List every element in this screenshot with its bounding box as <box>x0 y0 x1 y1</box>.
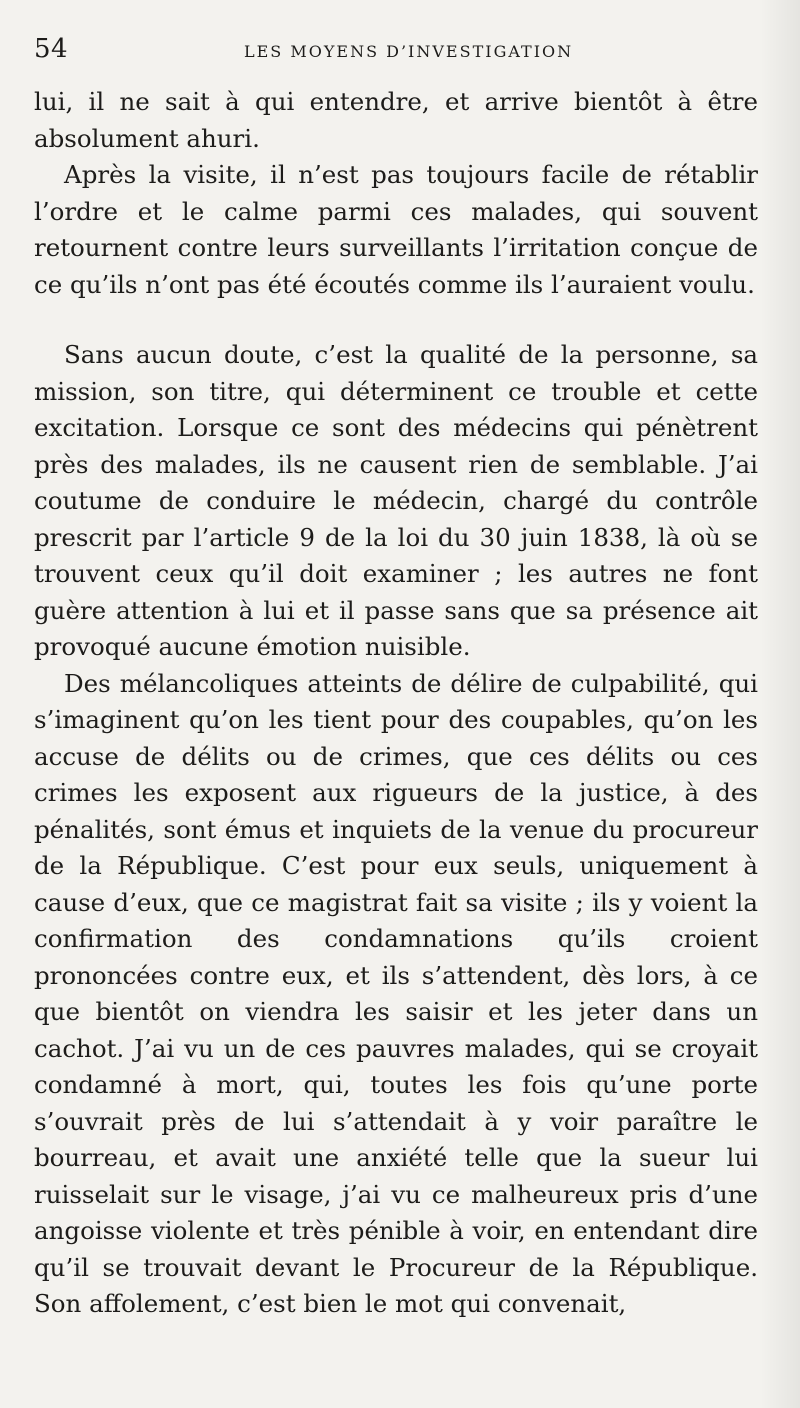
paragraph: Des mélancoliques atteints de délire de culpabilité, qui s’imaginent qu’on les tient pour des coupables, qu’on les accuse de délits ou de crimes, que ces délits ou ces crimes les exposent aux rigueurs de la justice, à des pénalités, sont émus et inquiets de la venue du procureur de la République. C’est pour eux seuls, uniquement à cause d’eux, que ce magistrat fait sa visite ; ils y voient la confirmation des condamnations qu’ils croient prononcées contre eux, et ils s’attendent, dès lors, à ce que bientôt on viendra les saisir et les jeter dans un cachot. J’ai vu un de ces pauvres malades, qui se croyait condamné à mort, qui, toutes les fois qu’une porte s’ouvrait près de lui s’attendait à y voir paraître le bourreau, et avait une anxiété telle que la sueur lui ruisselait sur le visage, j’ai vu ce malheureux pris d’une angoisse violente et très pénible à voir, en entendant dire qu’il se trouvait devant le Procureur de la République. Son affolement, c’est bien le mot qui convenait, <box>34 668 758 1318</box>
paragraph: Après la visite, il n’est pas toujours facile de rétablir l’ordre et le calme parmi ces malades, qui souvent retournent contre leurs surveillants l’irritation conçue de ce qu’ils n’ont pas été écoutés comme ils l’auraient voulu. <box>34 160 758 299</box>
body-text <box>34 84 758 1323</box>
page-number: 54 <box>34 34 69 64</box>
paragraph-continuation: lui, il ne sait à qui entendre, et arrive bientôt à être absolument ahuri. <box>34 87 758 153</box>
running-title: LES MOYENS D’INVESTIGATION <box>244 42 574 61</box>
running-head <box>34 34 758 84</box>
paragraph: Sans aucun doute, c’est la qualité de la personne, sa mission, son titre, qui déterminent ce trouble et cette excitation. Lorsque ce sont des médecins qui pénètrent près des malades, ils ne causent rien de semblable. J’ai coutume de conduire le médecin, chargé du contrôle prescrit par l’article 9 de la loi du 30 juin 1838, là où se trouvent ceux qu’il doit examiner ; les autres ne font guère attention à lui et il passe sans que sa présence ait provoqué aucune émotion nuisible. <box>34 340 758 661</box>
